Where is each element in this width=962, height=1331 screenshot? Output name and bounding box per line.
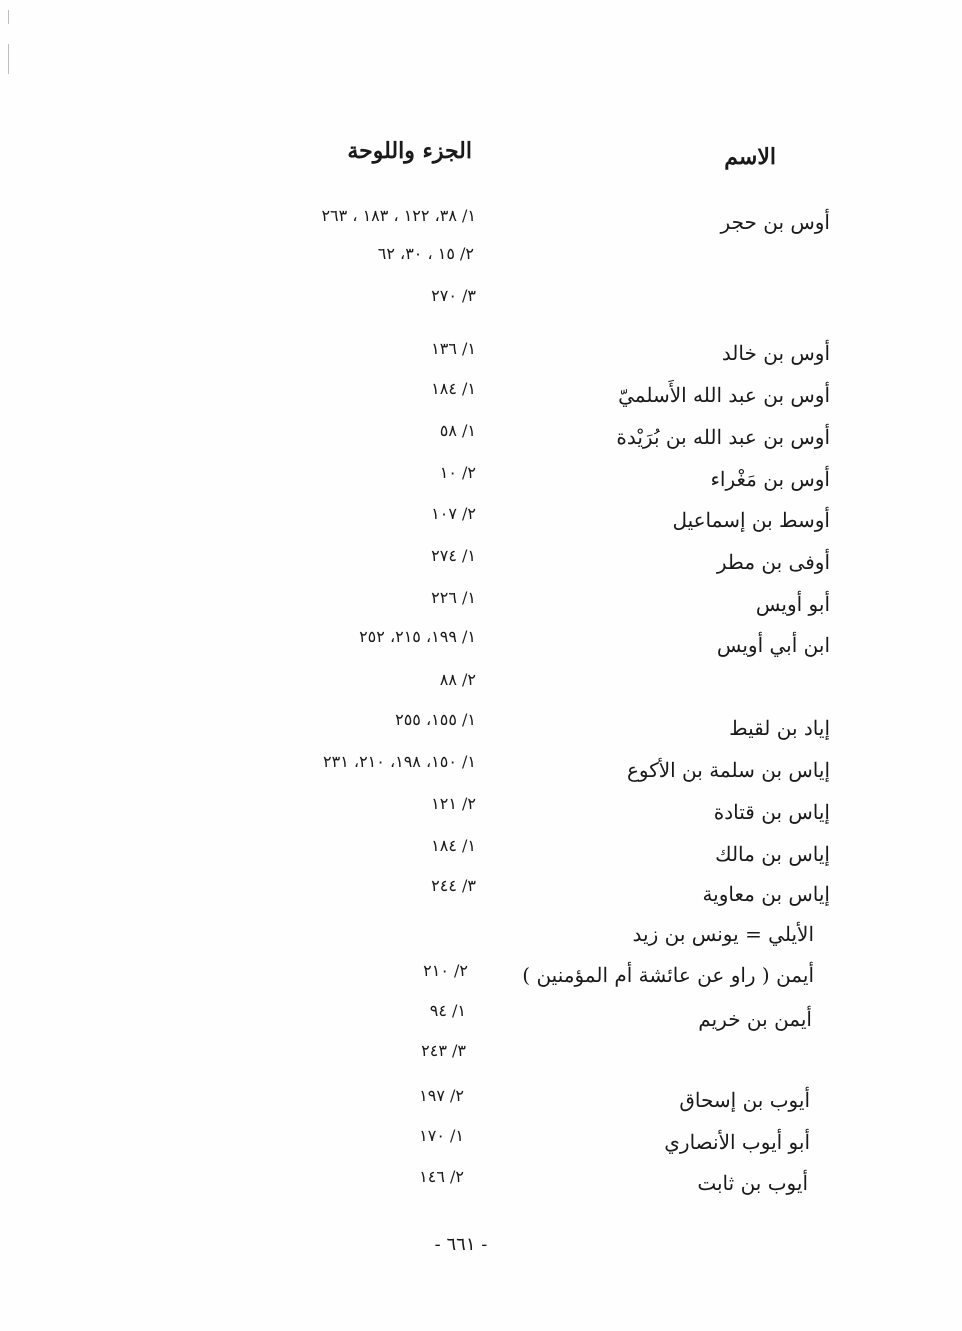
volume-page-reference: ٢/ ٢١٠ <box>423 961 468 980</box>
index-row <box>0 239 962 269</box>
index-row <box>0 871 962 906</box>
volume-page-reference: ١/ ١٥٠، ١٩٨، ٢١٠، ٢٣١ <box>323 752 476 771</box>
page-number: - ٦٦١ - <box>434 1234 488 1255</box>
index-row <box>0 201 962 234</box>
index-row <box>0 416 962 449</box>
narrator-name: أيمن بن خريم <box>698 1007 812 1031</box>
volume-page-reference: ٣/ ٢٧٠ <box>431 286 476 305</box>
narrator-name: أيوب بن ثابت <box>697 1171 808 1195</box>
narrator-name: أوس بن عبد الله بن بُرَيْدة <box>616 425 830 449</box>
narrator-name: إياد بن لقيط <box>729 716 830 740</box>
volume-page-reference: ٢/ ١٩٧ <box>419 1086 464 1105</box>
narrator-name: إياس بن مالك <box>715 842 830 866</box>
volume-page-reference: ٢/ ١٢١ <box>431 794 476 813</box>
scan-edge-mark <box>8 10 9 24</box>
index-row <box>0 747 962 782</box>
narrator-name: إياس بن قتادة <box>713 800 830 824</box>
narrator-name: أوفى بن مطر <box>716 550 830 574</box>
volume-page-reference: ١/ ٩٤ <box>429 1001 466 1020</box>
volume-page-reference: ١/ ١٩٩، ٢١٥، ٢٥٢ <box>359 627 476 646</box>
scan-edge-mark <box>8 44 9 74</box>
index-row <box>0 1162 962 1195</box>
volume-page-reference: ٢/ ٨٨ <box>439 670 476 689</box>
narrator-name: أوس بن مَغْراء <box>710 467 830 491</box>
narrator-name: أوس بن عبد الله الأَسلميّ <box>618 383 830 407</box>
volume-page-reference: ١/ ٣٨، ١٢٢ ، ١٨٣ ، ٢٦٣ <box>321 206 476 225</box>
column-header-name: الاسم <box>724 144 776 170</box>
index-row <box>0 541 962 574</box>
index-row <box>0 458 962 491</box>
volume-page-reference: ٢/ ١٠٧ <box>431 504 476 523</box>
index-row <box>0 956 962 986</box>
volume-page-reference: ١/ ١٣٦ <box>431 339 476 358</box>
index-row <box>0 705 962 740</box>
narrator-name: أيوب بن إسحاق <box>679 1088 810 1112</box>
narrator-name: إياس بن معاوية <box>702 882 830 906</box>
index-row <box>0 919 962 949</box>
volume-page-reference: ١/ ١٨٤ <box>431 836 476 855</box>
narrator-name: أوس بن خالد <box>721 341 830 365</box>
volume-page-reference: ٣/ ٢٤٤ <box>431 876 476 895</box>
index-row <box>0 789 962 824</box>
volume-page-reference: ١/ ١٨٤ <box>431 379 476 398</box>
narrator-name: أوس بن حجر <box>720 210 830 234</box>
index-row <box>0 499 962 532</box>
column-header-reference: الجزء واللوحة <box>347 138 472 164</box>
index-row <box>0 831 962 866</box>
narrator-name: أوسط بن إسماعيل <box>672 508 830 532</box>
volume-page-reference: ١/ ٢٧٤ <box>431 546 476 565</box>
index-row <box>0 281 962 311</box>
index-row <box>0 374 962 407</box>
narrator-name: أيمن ( راو عن عائشة أم المؤمنين ) <box>522 963 814 987</box>
volume-page-reference: ١/ ٥٨ <box>439 421 476 440</box>
index-row <box>0 622 962 657</box>
volume-page-reference: ٢/ ١٥ ، ٣٠، ٦٢ <box>377 244 474 263</box>
volume-page-reference: ١/ ٢٢٦ <box>431 588 476 607</box>
volume-page-reference: ١/ ١٧٠ <box>419 1126 464 1145</box>
volume-page-reference: ١/ ١٥٥، ٢٥٥ <box>395 710 476 729</box>
index-row <box>0 665 962 695</box>
narrator-name: الأيلي = يونس بن زيد <box>632 922 814 946</box>
volume-page-reference: ٢/ ١٤٦ <box>419 1167 464 1186</box>
index-row <box>0 996 962 1031</box>
narrator-name: إياس بن سلمة بن الأكوع <box>626 758 830 782</box>
narrator-name: ابن أبي أويس <box>716 633 830 657</box>
volume-page-reference: ٣/ ٢٤٣ <box>421 1041 466 1060</box>
index-row <box>0 334 962 364</box>
volume-page-reference: ٢/ ١٠ <box>439 463 476 482</box>
narrator-name: أبو أيوب الأنصاري <box>664 1130 810 1154</box>
index-row <box>0 583 962 616</box>
index-row <box>0 1081 962 1111</box>
index-row <box>0 1036 962 1066</box>
narrator-name: أبو أويس <box>755 592 830 616</box>
index-row <box>0 1121 962 1154</box>
